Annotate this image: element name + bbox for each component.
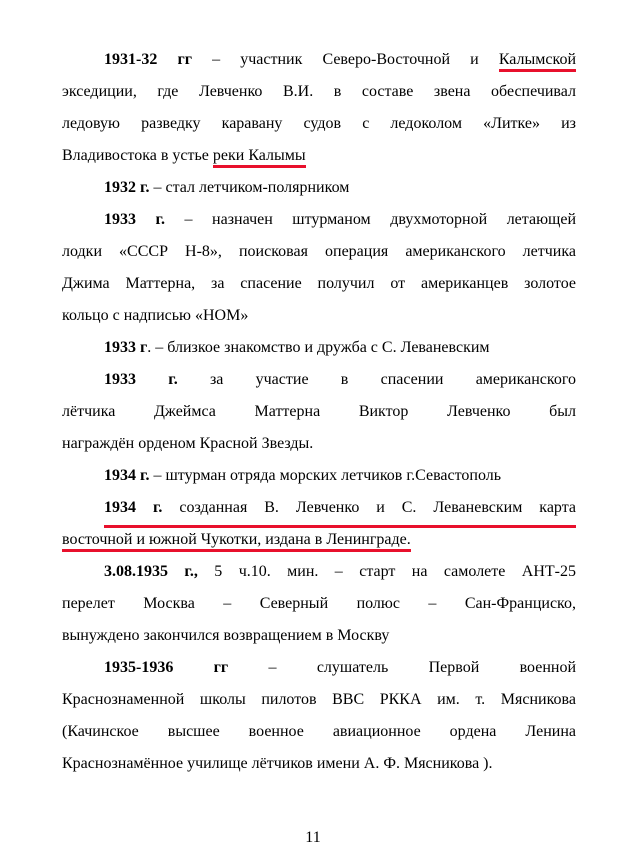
underlined-phrase: восточной и южной Чукотки, издана в Ленинграде. xyxy=(62,531,411,552)
page-number: 11 xyxy=(305,829,321,846)
entry-year: 1934 г. xyxy=(104,467,150,484)
entry-1934b-line-2 xyxy=(62,524,576,556)
entry-1935-line-1: 3.08.1935 г., 5 ч.10. мин. – старт на самолете АНТ-25 xyxy=(104,563,576,580)
entry-1931-line-3: ледовую разведку каравану судов с ледоколом «Литке» из xyxy=(62,115,576,132)
entry-1935-line-2: перелет Москва – Северный полюс – Сан-Франциско, xyxy=(62,595,576,612)
entry-1931-line-4: Владивостока в устье реки Калымы xyxy=(62,140,576,172)
entry-1931-line-1: 1931-32 гг – участник Северо-Восточной и Калымской xyxy=(62,44,576,76)
entry-1933a-line-1: 1933 г. – назначен штурманом двухмоторной летающей xyxy=(104,211,577,228)
entry-year: 1931-32 гг xyxy=(104,51,192,68)
entry-1933c-line-2: лётчика Джеймса Маттерна Виктор Левченко был xyxy=(62,403,576,420)
entry-1935-1936-line-4: Краснознамённое училище лётчиков имени А. Ф. Мясникова ). xyxy=(62,755,493,772)
entry-1933c-line-1: 1933 г. за участие в спасении американского xyxy=(104,371,577,388)
entry-1935-1936-line-1: 1935-1936 гг – слушатель Первой военной xyxy=(104,659,577,676)
entry-year: 3.08.1935 г., xyxy=(104,563,198,580)
entry-1933c-line-3: награждён орденом Красной Звезды. xyxy=(62,435,314,452)
underlined-phrase: Калымской xyxy=(499,51,576,72)
entry-year: 1932 г. xyxy=(104,179,150,196)
entry-year: 1933 г xyxy=(104,339,148,356)
entry-1932: 1932 г. – стал летчиком-полярником xyxy=(104,179,350,196)
underlined-phrase: реки Калымы xyxy=(213,147,306,168)
underlined-phrase: 1934 г. созданная В. Левченко и С. Леваневским карта xyxy=(104,492,576,528)
entry-1935-1936-line-2: Краснознаменной школы пилотов ВВС РККА им. т. Мясникова xyxy=(62,691,576,708)
entry-year: 1935-1936 гг xyxy=(104,659,229,676)
entry-year: 1933 г. xyxy=(104,211,165,228)
entry-1935-1936-line-3: (Качинское высшее военное авиационное ордена Ленина xyxy=(62,723,576,740)
entry-1933a-line-4: кольцо с надписью «НОМ» xyxy=(62,307,249,324)
entry-year: 1933 г. xyxy=(104,371,178,388)
entry-1933a-line-3: Джима Маттерна, за спасение получил от американцев золотое xyxy=(62,275,576,292)
entry-1933a-line-2: лодки «СССР Н-8», поисковая операция американского летчика xyxy=(62,243,576,260)
entry-1934b-line-1 xyxy=(62,492,576,524)
entry-1933b: 1933 г. – близкое знакомство и дружба с С. Леваневским xyxy=(104,339,490,356)
entry-1931-line-2: экседиции, где Левченко В.И. в составе звена обеспечивал xyxy=(62,83,576,100)
entry-year: 1934 г. xyxy=(104,499,163,516)
entry-1935-line-3: вынуждено закончился возвращением в Москву xyxy=(62,627,390,644)
entry-1934a: 1934 г. – штурман отряда морских летчиков г.Севастополь xyxy=(104,467,502,484)
